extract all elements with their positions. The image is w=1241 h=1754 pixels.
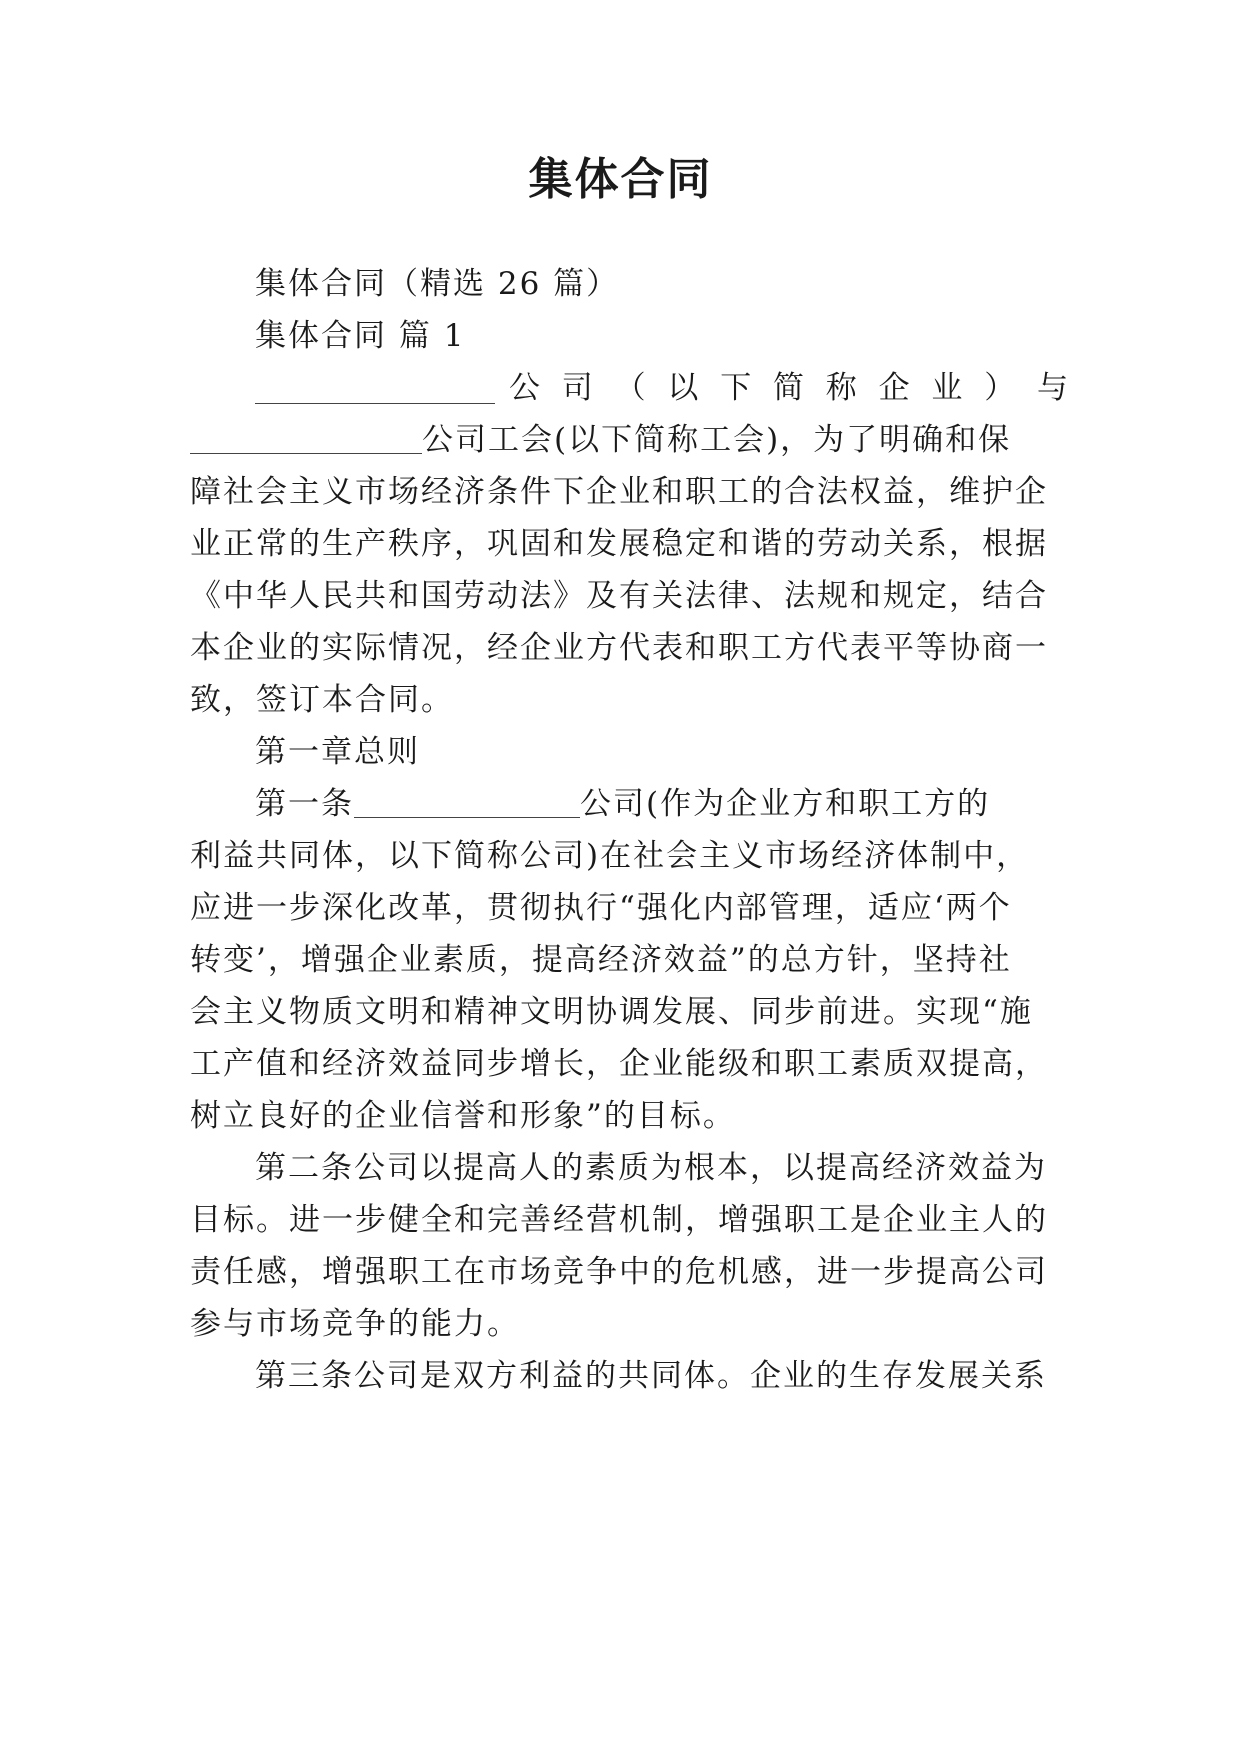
paragraph-line: 致，签订本合同。 xyxy=(190,682,454,718)
paragraph-line xyxy=(255,360,1070,416)
paragraph-line: 业正常的生产秩序，巩固和发展稳定和谐的劳动关系，根据 xyxy=(190,526,1048,562)
paragraph-line: 应进一步深化改革，贯彻执行“强化内部管理，适应‘两个 xyxy=(190,890,1012,926)
chapter-heading: 第一章总则 xyxy=(255,734,420,770)
fill-blank xyxy=(354,787,580,818)
paragraph-line: 责任感，增强职工在市场竞争中的危机感，进一步提高公司 xyxy=(190,1254,1048,1290)
paragraph-line: 第二条公司以提高人的素质为根本，以提高经济效益为 xyxy=(255,1150,1047,1186)
document-title: 集体合同 xyxy=(528,154,713,205)
article-label: 第一条 xyxy=(255,786,354,822)
paragraph-line: 树立良好的企业信誉和形象”的目标。 xyxy=(190,1098,736,1134)
paragraph-text: 公司工会(以下简称工会)，为了明确和保 xyxy=(422,422,1012,458)
paragraph-line: 工产值和经济效益同步增长，企业能级和职工素质双提高， xyxy=(190,1046,1048,1082)
subtitle-selection: 集体合同（精选 26 篇） xyxy=(255,266,620,302)
paragraph-line: 目标。进一步健全和完善经营机制，增强职工是企业主人的 xyxy=(190,1202,1048,1238)
paragraph-line: 利益共同体，以下简称公司)在社会主义市场经济体制中， xyxy=(190,838,1030,874)
paragraph-line: 会主义物质文明和精神文明协调发展、同步前进。实现“施 xyxy=(190,994,1033,1030)
fill-blank xyxy=(190,423,422,454)
fill-blank xyxy=(255,373,495,404)
paragraph-line: 本企业的实际情况，经企业方代表和职工方代表平等协商一 xyxy=(190,630,1048,666)
paragraph-line: 参与市场竞争的能力。 xyxy=(190,1306,520,1342)
paragraph-line: 转变’，增强企业素质，提高经济效益”的总方针，坚持社 xyxy=(190,942,1012,978)
paragraph-text: 公 司 （ 以 下 简 称 企 业 ） 与 xyxy=(509,370,1070,406)
paragraph-line: 《中华人民共和国劳动法》及有关法律、法规和规定，结合 xyxy=(190,578,1048,614)
paragraph-line xyxy=(190,412,1070,468)
paragraph-line xyxy=(255,776,1070,832)
paragraph-line: 第三条公司是双方利益的共同体。企业的生存发展关系 xyxy=(255,1358,1047,1394)
section-heading: 集体合同 篇 1 xyxy=(255,318,466,354)
paragraph-text: 公司(作为企业方和职工方的 xyxy=(580,786,991,822)
paragraph-line: 障社会主义市场经济条件下企业和职工的合法权益，维护企 xyxy=(190,474,1048,510)
